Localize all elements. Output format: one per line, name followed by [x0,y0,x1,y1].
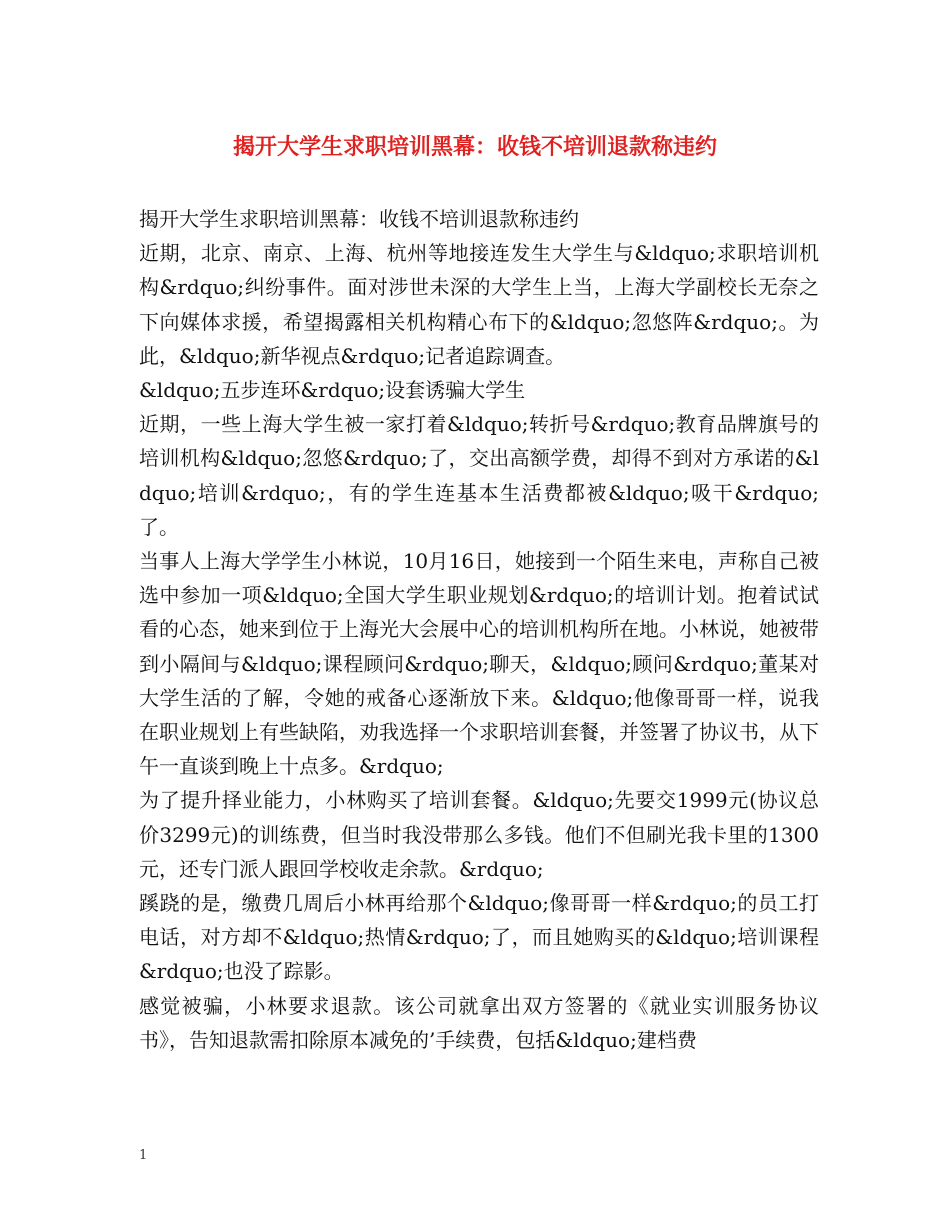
body-paragraph: 当事人上海大学学生小林说，10月16日，她接到一个陌生来电，声称自己被选中参加一项&ldquo;全国大学生职业规划&rdquo;的培训计划。抱着试试看的心态，她来到位于上海光大会展中心的培训机构所在地。小林说，她被带到小隔间与&ldquo;课程顾问&rdquo;聊天，&ldquo;顾问&rdquo;董某对大学生活的了解，令她的戒备心逐渐放下来。&ldquo;他像哥哥一样，说我在职业规划上有些缺陷，劝我选择一个求职培训套餐，并签署了协议书，从下午一直谈到晚上十点多。&rdquo; [139,549,819,779]
section-heading: &ldquo;五步连环&rdquo;设套诱骗大学生 [139,378,526,403]
document-body [139,202,819,1057]
document-title: 揭开大学生求职培训黑幕：收钱不培训退款称违约 [232,134,717,160]
body-paragraph: 为了提升择业能力，小林购买了培训套餐。&ldquo;先要交1999元(协议总价3299元)的训练费，但当时我没带那么多钱。他们不但刷光我卡里的1300元，还专门派人跟回学校收走余款。&rdquo; [139,788,819,881]
body-paragraph: 近期，北京、南京、上海、杭州等地接连发生大学生与&ldquo;求职培训机构&rdquo;纠纷事件。面对涉世未深的大学生上当，上海大学副校长无奈之下向媒体求援，希望揭露相关机构精心布下的&ldquo;忽悠阵&rdquo;。为此，&ldquo;新华视点&rdquo;记者追踪调查。 [139,241,819,368]
body-paragraph: 蹊跷的是，缴费几周后小林再给那个&ldquo;像哥哥一样&rdquo;的员工打电话，对方却不&ldquo;热情&rdquo;了，而且她购买的&ldquo;培训课程&rdquo;也没了踪影。 [139,891,819,984]
page-number: 1 [139,1148,148,1163]
body-paragraph: 近期，一些上海大学生被一家打着&ldquo;转折号&rdquo;教育品牌旗号的培训机构&ldquo;忽悠&rdquo;了，交出高额学费，却得不到对方承诺的&ldquo;培训&rdquo;，有的学生连基本生活费都被&ldquo;吸干&rdquo;了。 [139,412,819,539]
body-paragraph: 感觉被骗，小林要求退款。该公司就拿出双方签署的《就业实训服务协议书》，告知退款需扣除原本减免的’手续费，包括&ldquo;建档费 [139,993,819,1052]
body-paragraph-subtitle: 揭开大学生求职培训黑幕：收钱不培训退款称违约 [139,207,579,231]
